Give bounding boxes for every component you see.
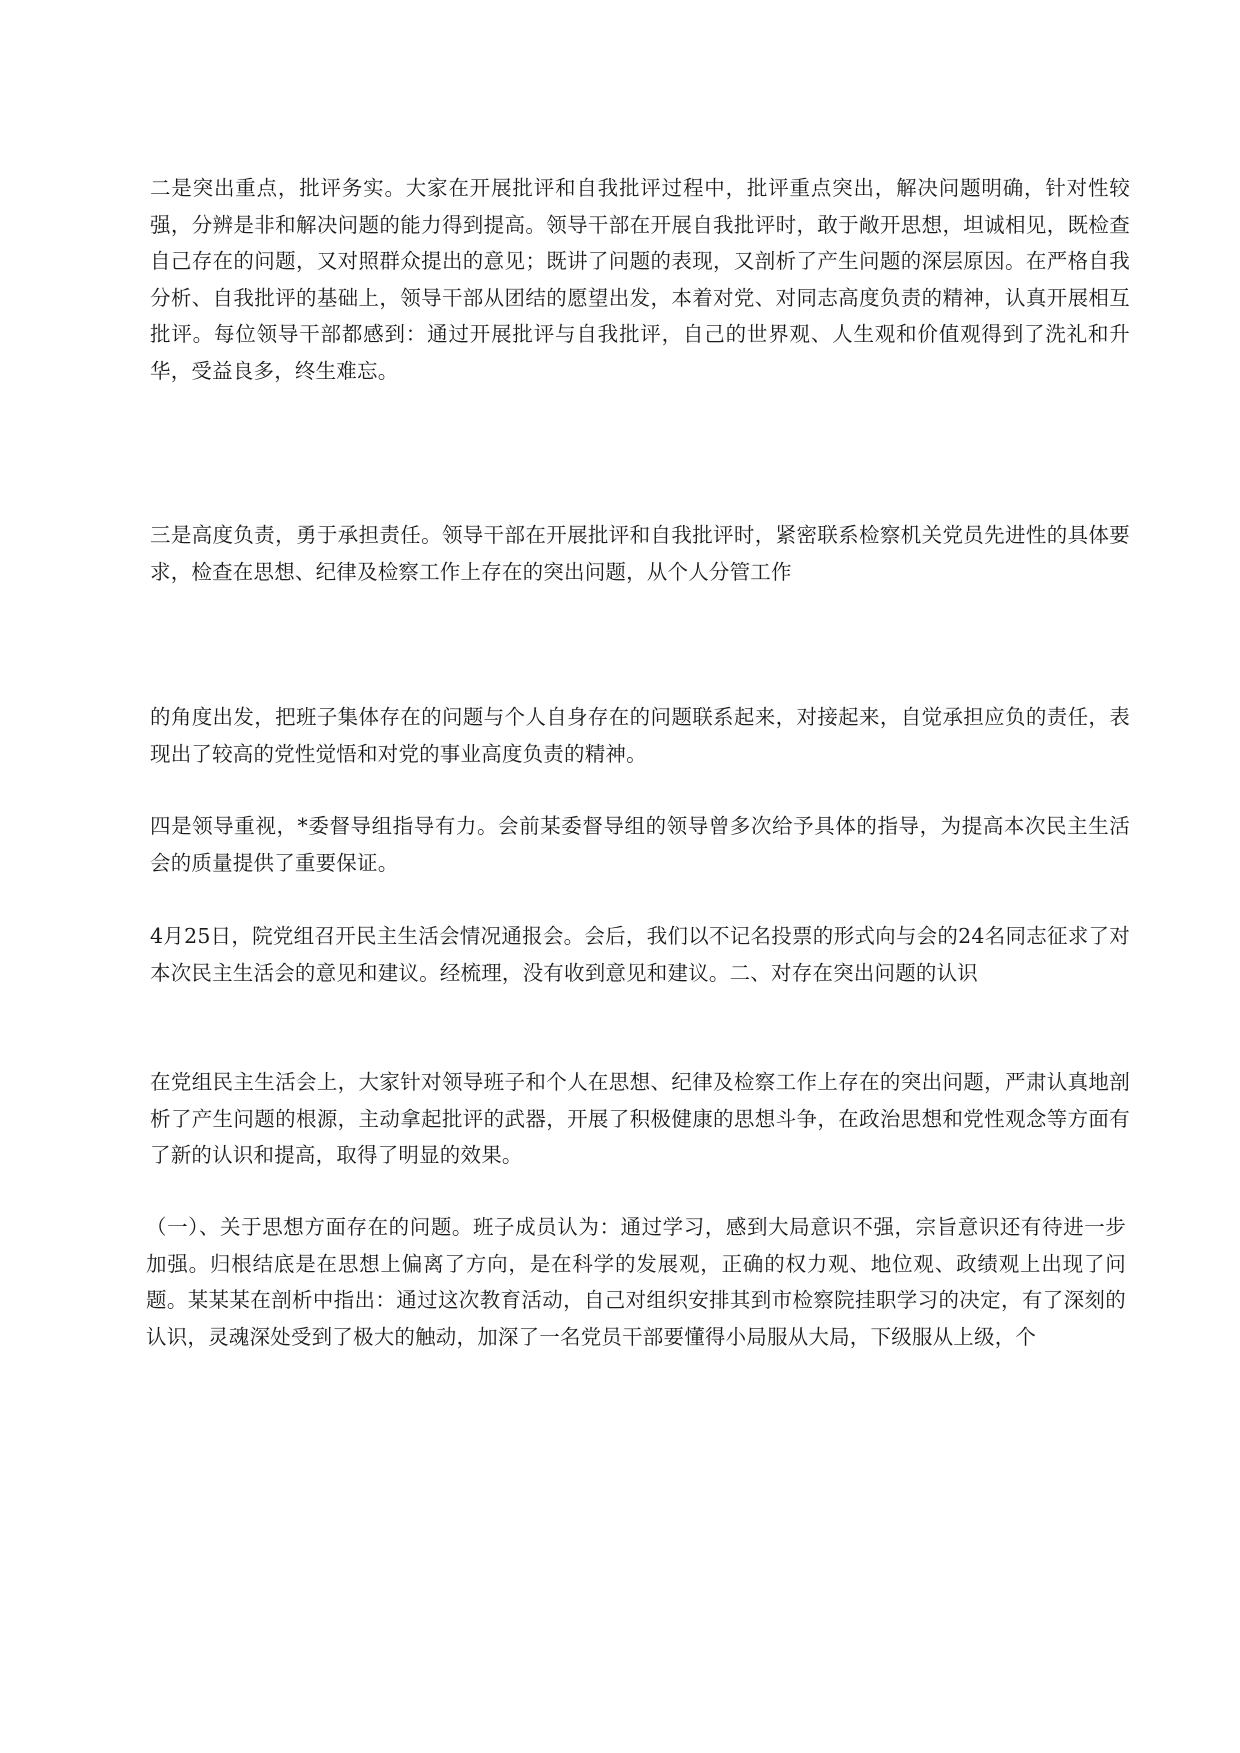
paragraph-responsibility-continued: 的角度出发，把班子集体存在的问题与个人自身存在的问题联系起来，对接起来，自觉承担应负的责任，表现出了较高的党性觉悟和对党的事业高度负责的精神。: [150, 705, 1130, 766]
paragraph-responsibility: 三是高度负责，勇于承担责任。领导干部在开展批评和自我批评时，紧密联系检察机关党员先进性的具体要求，检查在思想、纪律及检察工作上存在的突出问题，从个人分管工作: [150, 523, 1130, 584]
paragraph-party-meeting: 在党组民主生活会上，大家针对领导班子和个人在思想、纪律及检察工作上存在的突出问题，严肃认真地剖析了产生问题的根源，主动拿起批评的武器，开展了积极健康的思想斗争，在政治思想和党性观念等方面有了新的认识和提高，取得了明显的效果。: [150, 1070, 1130, 1168]
paragraph-briefing-meeting: 4月25日，院党组召开民主生活会情况通报会。会后，我们以不记名投票的形式向与会的24名同志征求了对本次民主生活会的意见和建议。经梳理，没有收到意见和建议。二、对存在突出问题的认识: [150, 924, 1130, 985]
paragraph-highlight-criticism: 二是突出重点，批评务实。大家在开展批评和自我批评过程中，批评重点突出，解决问题明确，针对性较强，分辨是非和解决问题的能力得到提高。领导干部在开展自我批评时，敢于敞开思想，坦诚相见，既检查自己存在的问题，又对照群众提出的意见；既讲了问题的表现，又剖析了产生问题的深层原因。在严格自我分析、自我批评的基础上，领导干部从团结的愿望出发，本着对党、对同志高度负责的精神，认真开展相互批评。每位领导干部都感到：通过开展批评与自我批评，自己的世界观、人生观和价值观得到了洗礼和升华，受益良多，终生难忘。: [150, 176, 1130, 383]
paragraph-leadership-guidance: 四是领导重视，*委督导组指导有力。会前某委督导组的领导曾多次给予具体的指导，为提高本次民主生活会的质量提供了重要保证。: [150, 814, 1130, 875]
paragraph-ideological-problems: （一）、关于思想方面存在的问题。班子成员认为：通过学习，感到大局意识不强，宗旨意识还有待进一步加强。归根结底是在思想上偏离了方向，是在科学的发展观，正确的权力观、地位观、政绩观上出现了问题。某某某在剖析中指出：通过这次教育活动，自己对组织安排其到市检察院挂职学习的决定，有了深刻的认识，灵魂深处受到了极大的触动，加深了一名党员干部要懂得小局服从大局，下级服从上级，个: [146, 1215, 1126, 1349]
